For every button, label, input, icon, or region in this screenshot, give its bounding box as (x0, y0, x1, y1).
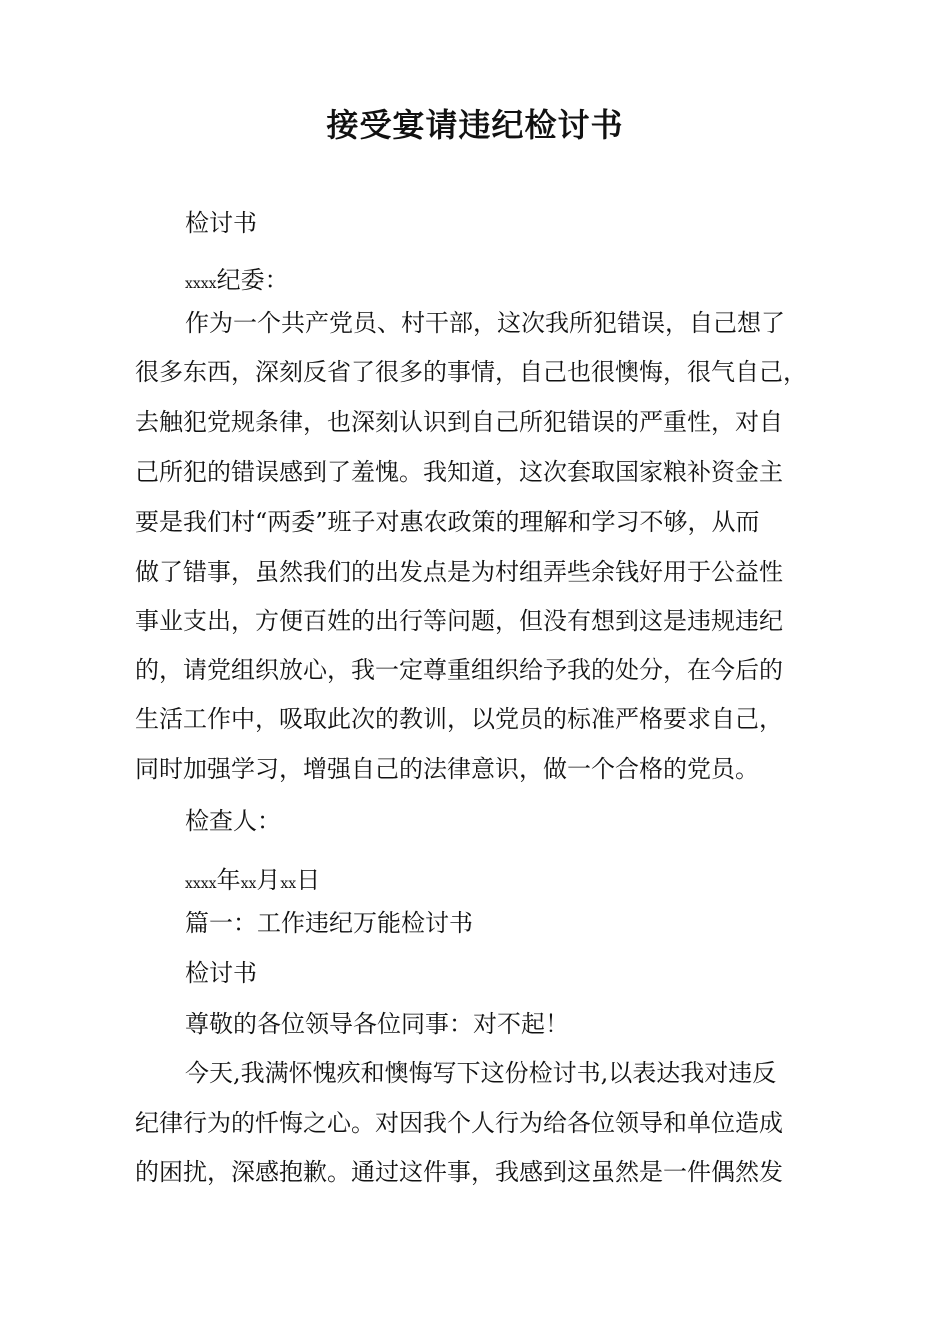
addressee-suffix: 纪委： (216, 266, 289, 294)
date-year: xxxx (185, 876, 217, 892)
body-line: 作为一个共产党员、村干部，这次我所犯错误，自己想了 (185, 309, 785, 337)
section-heading: 检讨书 (185, 959, 257, 987)
body-line: 要是我们村“两委”班子对惠农政策的理解和学习不够，从而 (135, 508, 760, 536)
body-line: 很多东西，深刻反省了很多的事情，自己也很懊悔，很气自己， (135, 358, 807, 386)
body-line: 去触犯党规条律，也深刻认识到自己所犯错误的严重性，对自 (135, 408, 783, 436)
body-line: 同时加强学习，增强自己的法律意识，做一个合格的党员。 (135, 755, 759, 783)
body-line: 的，请党组织放心，我一定尊重组织给予我的处分，在今后的 (135, 656, 783, 684)
salutation: 尊敬的各位领导各位同事：对不起！ (185, 1010, 569, 1038)
document-title: 接受宴请违纪检讨书 (326, 106, 624, 144)
date-day-char: 日 (296, 866, 321, 894)
body-line: 今天,我满怀愧疚和懊悔写下这份检讨书,以表达我对违反 (185, 1059, 777, 1087)
body-line: 做了错事，虽然我们的出发点是为村组弄些余钱好用于公益性 (135, 558, 783, 586)
body-line: 的困扰，深感抱歉。通过这件事，我感到这虽然是一件偶然发 (135, 1158, 783, 1186)
signer-label: 检查人： (185, 807, 281, 835)
date-month-char: 月 (256, 866, 281, 894)
addressee (185, 262, 835, 302)
addressee-prefix: xxxx (185, 276, 217, 292)
date-month: xx (240, 876, 257, 892)
body-line: 己所犯的错误感到了羞愧。我知道，这次套取国家粮补资金主 (135, 458, 783, 486)
body-line: 事业支出，方便百姓的出行等问题，但没有想到这是违规违纪 (135, 607, 783, 635)
date-year-char: 年 (216, 866, 241, 894)
chapter-title: 篇一：工作违纪万能检讨书 (185, 909, 473, 937)
body-line: 纪律行为的忏悔之心。对因我个人行为给各位领导和单位造成 (135, 1109, 783, 1137)
section-heading: 检讨书 (185, 209, 257, 237)
body-line: 生活工作中，吸取此次的教训，以党员的标准严格要求自己， (135, 705, 783, 733)
date-day: xx (280, 876, 297, 892)
signature-date (185, 862, 835, 902)
